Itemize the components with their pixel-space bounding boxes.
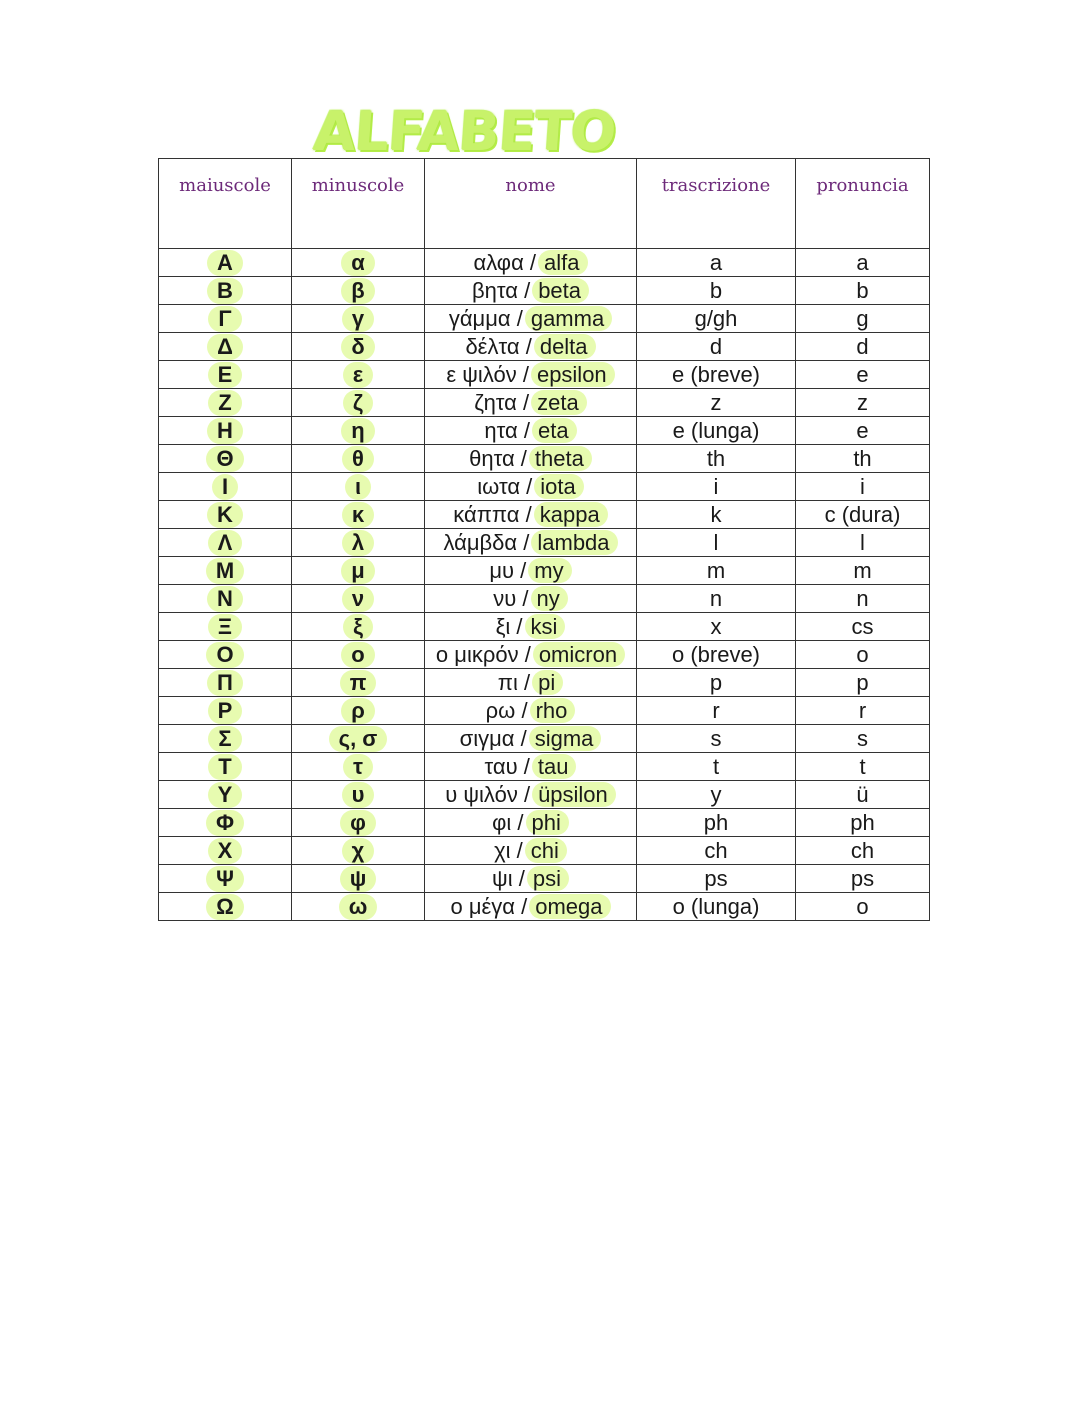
italian-name: delta bbox=[534, 334, 596, 359]
greek-name: σιγμα / bbox=[459, 725, 527, 751]
greek-name: πι / bbox=[497, 669, 531, 695]
lowercase-letter: ρ bbox=[341, 698, 375, 724]
cell-uppercase bbox=[159, 417, 292, 445]
greek-name: ψι / bbox=[492, 865, 525, 891]
cell-lowercase bbox=[292, 417, 425, 445]
uppercase-letter: Ζ bbox=[208, 390, 241, 416]
cell-uppercase bbox=[159, 557, 292, 585]
italian-name: pi bbox=[532, 670, 563, 695]
cell-uppercase bbox=[159, 837, 292, 865]
table-row bbox=[159, 781, 930, 809]
cell-lowercase bbox=[292, 277, 425, 305]
cell-pronunciation: p bbox=[796, 669, 930, 697]
cell-transcription: z bbox=[637, 389, 796, 417]
greek-name: νυ / bbox=[493, 585, 529, 611]
italian-name: theta bbox=[529, 446, 592, 471]
table-row bbox=[159, 697, 930, 725]
italian-name: omega bbox=[529, 894, 610, 919]
lowercase-letter: ω bbox=[339, 894, 378, 920]
greek-name: ρω / bbox=[485, 697, 528, 723]
greek-name: ταυ / bbox=[484, 753, 530, 779]
cell-uppercase bbox=[159, 501, 292, 529]
table-row bbox=[159, 305, 930, 333]
cell-lowercase bbox=[292, 753, 425, 781]
cell-name bbox=[425, 361, 637, 389]
cell-lowercase bbox=[292, 613, 425, 641]
uppercase-letter: Υ bbox=[208, 782, 243, 808]
table-row bbox=[159, 249, 930, 277]
cell-transcription: l bbox=[637, 529, 796, 557]
uppercase-letter: Φ bbox=[206, 810, 244, 836]
cell-name bbox=[425, 781, 637, 809]
cell-pronunciation: m bbox=[796, 557, 930, 585]
cell-transcription: b bbox=[637, 277, 796, 305]
cell-transcription: o (breve) bbox=[637, 641, 796, 669]
lowercase-letter: ψ bbox=[340, 866, 377, 892]
italian-name: ny bbox=[531, 586, 568, 611]
cell-name bbox=[425, 697, 637, 725]
uppercase-letter: Η bbox=[207, 418, 243, 444]
greek-name: βητα / bbox=[471, 277, 531, 303]
cell-pronunciation: ps bbox=[796, 865, 930, 893]
italian-name: rho bbox=[530, 698, 576, 723]
greek-name: δέλτα / bbox=[465, 333, 532, 359]
lowercase-letter: η bbox=[341, 418, 374, 444]
cell-transcription: t bbox=[637, 753, 796, 781]
cell-uppercase bbox=[159, 389, 292, 417]
lowercase-letter: λ bbox=[342, 530, 374, 556]
cell-pronunciation: t bbox=[796, 753, 930, 781]
table-row bbox=[159, 529, 930, 557]
cell-lowercase bbox=[292, 809, 425, 837]
cell-transcription: o (lunga) bbox=[637, 893, 796, 921]
cell-uppercase bbox=[159, 585, 292, 613]
cell-uppercase bbox=[159, 865, 292, 893]
cell-lowercase bbox=[292, 249, 425, 277]
cell-name bbox=[425, 809, 637, 837]
header-trascrizione: trascrizione bbox=[637, 159, 796, 249]
italian-name: eta bbox=[532, 418, 577, 443]
table-row bbox=[159, 389, 930, 417]
cell-uppercase bbox=[159, 641, 292, 669]
lowercase-letter: χ bbox=[342, 838, 375, 864]
greek-name: ζητα / bbox=[474, 389, 530, 415]
cell-name bbox=[425, 837, 637, 865]
italian-name: üpsilon bbox=[532, 782, 616, 807]
table-row bbox=[159, 809, 930, 837]
italian-name: chi bbox=[525, 838, 567, 863]
cell-lowercase bbox=[292, 865, 425, 893]
uppercase-letter: Ψ bbox=[206, 866, 244, 892]
lowercase-letter: ε bbox=[343, 362, 373, 388]
cell-lowercase bbox=[292, 529, 425, 557]
cell-name bbox=[425, 445, 637, 473]
cell-lowercase bbox=[292, 305, 425, 333]
cell-lowercase bbox=[292, 445, 425, 473]
cell-pronunciation: th bbox=[796, 445, 930, 473]
uppercase-letter: Χ bbox=[208, 838, 243, 864]
table-row bbox=[159, 361, 930, 389]
table-row bbox=[159, 893, 930, 921]
cell-transcription: k bbox=[637, 501, 796, 529]
lowercase-letter: π bbox=[340, 670, 377, 696]
cell-transcription: m bbox=[637, 557, 796, 585]
lowercase-letter: μ bbox=[341, 558, 374, 584]
cell-lowercase bbox=[292, 501, 425, 529]
cell-uppercase bbox=[159, 445, 292, 473]
cell-transcription: e (breve) bbox=[637, 361, 796, 389]
greek-name: αλφα / bbox=[473, 249, 537, 275]
cell-transcription: p bbox=[637, 669, 796, 697]
cell-uppercase bbox=[159, 613, 292, 641]
cell-lowercase bbox=[292, 361, 425, 389]
cell-uppercase bbox=[159, 249, 292, 277]
cell-lowercase bbox=[292, 781, 425, 809]
lowercase-letter: γ bbox=[342, 306, 374, 332]
table-row bbox=[159, 613, 930, 641]
cell-transcription: d bbox=[637, 333, 796, 361]
cell-pronunciation: e bbox=[796, 361, 930, 389]
lowercase-letter: ξ bbox=[343, 614, 373, 640]
cell-pronunciation: o bbox=[796, 893, 930, 921]
italian-name: kappa bbox=[534, 502, 608, 527]
italian-name: alfa bbox=[538, 250, 587, 275]
lowercase-letter: α bbox=[341, 250, 375, 276]
cell-name bbox=[425, 865, 637, 893]
cell-name bbox=[425, 725, 637, 753]
cell-uppercase bbox=[159, 529, 292, 557]
uppercase-letter: Τ bbox=[208, 754, 241, 780]
cell-pronunciation: cs bbox=[796, 613, 930, 641]
table-row bbox=[159, 417, 930, 445]
cell-uppercase bbox=[159, 277, 292, 305]
cell-lowercase bbox=[292, 697, 425, 725]
italian-name: gamma bbox=[525, 306, 612, 331]
lowercase-letter: ζ bbox=[343, 390, 373, 416]
lowercase-letter: κ bbox=[342, 502, 374, 528]
greek-name: ξι / bbox=[495, 613, 523, 639]
cell-uppercase bbox=[159, 361, 292, 389]
cell-transcription: ps bbox=[637, 865, 796, 893]
alphabet-table bbox=[158, 158, 930, 921]
greek-name: ητα / bbox=[484, 417, 530, 443]
cell-name bbox=[425, 473, 637, 501]
uppercase-letter: Ω bbox=[206, 894, 244, 920]
cell-transcription: ch bbox=[637, 837, 796, 865]
cell-name bbox=[425, 753, 637, 781]
table-row bbox=[159, 333, 930, 361]
cell-lowercase bbox=[292, 837, 425, 865]
cell-lowercase bbox=[292, 893, 425, 921]
cell-name bbox=[425, 529, 637, 557]
cell-lowercase bbox=[292, 725, 425, 753]
lowercase-letter: ο bbox=[341, 642, 374, 668]
cell-transcription: x bbox=[637, 613, 796, 641]
uppercase-letter: Ο bbox=[206, 642, 243, 668]
lowercase-letter: ς, σ bbox=[329, 726, 388, 752]
page-title: ALFABETO bbox=[311, 100, 618, 163]
lowercase-letter: τ bbox=[343, 754, 373, 780]
table-row bbox=[159, 445, 930, 473]
cell-uppercase bbox=[159, 333, 292, 361]
cell-pronunciation: l bbox=[796, 529, 930, 557]
italian-name: omicron bbox=[533, 642, 625, 667]
table-row bbox=[159, 585, 930, 613]
uppercase-letter: Β bbox=[207, 278, 243, 304]
header-minuscole: minuscole bbox=[292, 159, 425, 249]
cell-pronunciation: s bbox=[796, 725, 930, 753]
cell-name bbox=[425, 893, 637, 921]
lowercase-letter: δ bbox=[341, 334, 374, 360]
cell-name bbox=[425, 389, 637, 417]
uppercase-letter: Ε bbox=[208, 362, 243, 388]
table-row bbox=[159, 473, 930, 501]
uppercase-letter: Ρ bbox=[208, 698, 243, 724]
cell-transcription: g/gh bbox=[637, 305, 796, 333]
greek-name: μυ / bbox=[489, 557, 527, 583]
cell-transcription: n bbox=[637, 585, 796, 613]
cell-pronunciation: a bbox=[796, 249, 930, 277]
cell-name bbox=[425, 641, 637, 669]
cell-uppercase bbox=[159, 473, 292, 501]
greek-name: ε ψιλόν / bbox=[446, 361, 529, 387]
cell-transcription: e (lunga) bbox=[637, 417, 796, 445]
uppercase-letter: Δ bbox=[207, 334, 243, 360]
greek-name: χι / bbox=[494, 837, 523, 863]
cell-uppercase bbox=[159, 809, 292, 837]
cell-transcription: ph bbox=[637, 809, 796, 837]
italian-name: sigma bbox=[529, 726, 602, 751]
cell-pronunciation: ü bbox=[796, 781, 930, 809]
cell-transcription: y bbox=[637, 781, 796, 809]
table-row bbox=[159, 669, 930, 697]
header-maiuscole: maiuscole bbox=[159, 159, 292, 249]
greek-name: ο μέγα / bbox=[450, 893, 528, 919]
cell-uppercase bbox=[159, 753, 292, 781]
cell-lowercase bbox=[292, 669, 425, 697]
italian-name: my bbox=[528, 558, 571, 583]
cell-pronunciation: c (dura) bbox=[796, 501, 930, 529]
uppercase-letter: Γ bbox=[208, 306, 241, 332]
cell-name bbox=[425, 305, 637, 333]
greek-name: ιωτα / bbox=[477, 473, 533, 499]
cell-pronunciation: o bbox=[796, 641, 930, 669]
italian-name: ksi bbox=[525, 614, 566, 639]
italian-name: iota bbox=[534, 474, 583, 499]
lowercase-letter: ν bbox=[342, 586, 374, 612]
cell-name bbox=[425, 249, 637, 277]
cell-name bbox=[425, 585, 637, 613]
uppercase-letter: Μ bbox=[206, 558, 244, 584]
cell-name bbox=[425, 417, 637, 445]
cell-uppercase bbox=[159, 697, 292, 725]
cell-lowercase bbox=[292, 389, 425, 417]
cell-lowercase bbox=[292, 641, 425, 669]
cell-name bbox=[425, 557, 637, 585]
cell-pronunciation: e bbox=[796, 417, 930, 445]
table-row bbox=[159, 753, 930, 781]
cell-name bbox=[425, 613, 637, 641]
italian-name: zeta bbox=[531, 390, 587, 415]
lowercase-letter: φ bbox=[340, 810, 376, 836]
header-pronuncia: pronuncia bbox=[796, 159, 930, 249]
cell-uppercase bbox=[159, 725, 292, 753]
cell-transcription: r bbox=[637, 697, 796, 725]
cell-pronunciation: ph bbox=[796, 809, 930, 837]
table-row bbox=[159, 725, 930, 753]
cell-name bbox=[425, 501, 637, 529]
table-row bbox=[159, 501, 930, 529]
italian-name: lambda bbox=[531, 530, 617, 555]
table-row bbox=[159, 865, 930, 893]
cell-transcription: s bbox=[637, 725, 796, 753]
cell-transcription: a bbox=[637, 249, 796, 277]
uppercase-letter: Ι bbox=[212, 474, 238, 500]
lowercase-letter: θ bbox=[342, 446, 374, 472]
greek-name: θητα / bbox=[469, 445, 527, 471]
lowercase-letter: υ bbox=[342, 782, 375, 808]
cell-pronunciation: ch bbox=[796, 837, 930, 865]
table-row bbox=[159, 557, 930, 585]
cell-pronunciation: r bbox=[796, 697, 930, 725]
cell-name bbox=[425, 277, 637, 305]
header-nome: nome bbox=[425, 159, 637, 249]
cell-transcription: i bbox=[637, 473, 796, 501]
italian-name: epsilon bbox=[531, 362, 615, 387]
cell-lowercase bbox=[292, 585, 425, 613]
greek-name: λάμβδα / bbox=[443, 529, 530, 555]
greek-name: υ ψιλόν / bbox=[445, 781, 531, 807]
cell-name bbox=[425, 669, 637, 697]
greek-name: ο μικρόν / bbox=[435, 641, 531, 667]
uppercase-letter: Ξ bbox=[208, 614, 242, 640]
uppercase-letter: Κ bbox=[207, 502, 243, 528]
lowercase-letter: β bbox=[341, 278, 374, 304]
cell-pronunciation: i bbox=[796, 473, 930, 501]
cell-lowercase bbox=[292, 473, 425, 501]
greek-name: κάππα / bbox=[453, 501, 532, 527]
italian-name: psi bbox=[527, 866, 569, 891]
cell-uppercase bbox=[159, 893, 292, 921]
uppercase-letter: Π bbox=[207, 670, 243, 696]
uppercase-letter: Σ bbox=[208, 726, 241, 752]
italian-name: phi bbox=[526, 810, 569, 835]
cell-transcription: th bbox=[637, 445, 796, 473]
cell-pronunciation: g bbox=[796, 305, 930, 333]
table-row bbox=[159, 837, 930, 865]
italian-name: beta bbox=[532, 278, 589, 303]
uppercase-letter: Α bbox=[207, 250, 243, 276]
table-header bbox=[159, 159, 930, 249]
cell-pronunciation: z bbox=[796, 389, 930, 417]
uppercase-letter: Θ bbox=[206, 446, 243, 472]
cell-lowercase bbox=[292, 557, 425, 585]
cell-pronunciation: d bbox=[796, 333, 930, 361]
uppercase-letter: Ν bbox=[207, 586, 243, 612]
cell-name bbox=[425, 333, 637, 361]
table-row bbox=[159, 277, 930, 305]
greek-name: φι / bbox=[492, 809, 524, 835]
cell-pronunciation: b bbox=[796, 277, 930, 305]
cell-uppercase bbox=[159, 669, 292, 697]
cell-uppercase bbox=[159, 781, 292, 809]
italian-name: tau bbox=[532, 754, 577, 779]
cell-uppercase bbox=[159, 305, 292, 333]
table-body bbox=[159, 249, 930, 921]
uppercase-letter: Λ bbox=[208, 530, 243, 556]
cell-lowercase bbox=[292, 333, 425, 361]
greek-name: γάμμα / bbox=[448, 305, 523, 331]
cell-pronunciation: n bbox=[796, 585, 930, 613]
table-row bbox=[159, 641, 930, 669]
lowercase-letter: ι bbox=[345, 474, 371, 500]
